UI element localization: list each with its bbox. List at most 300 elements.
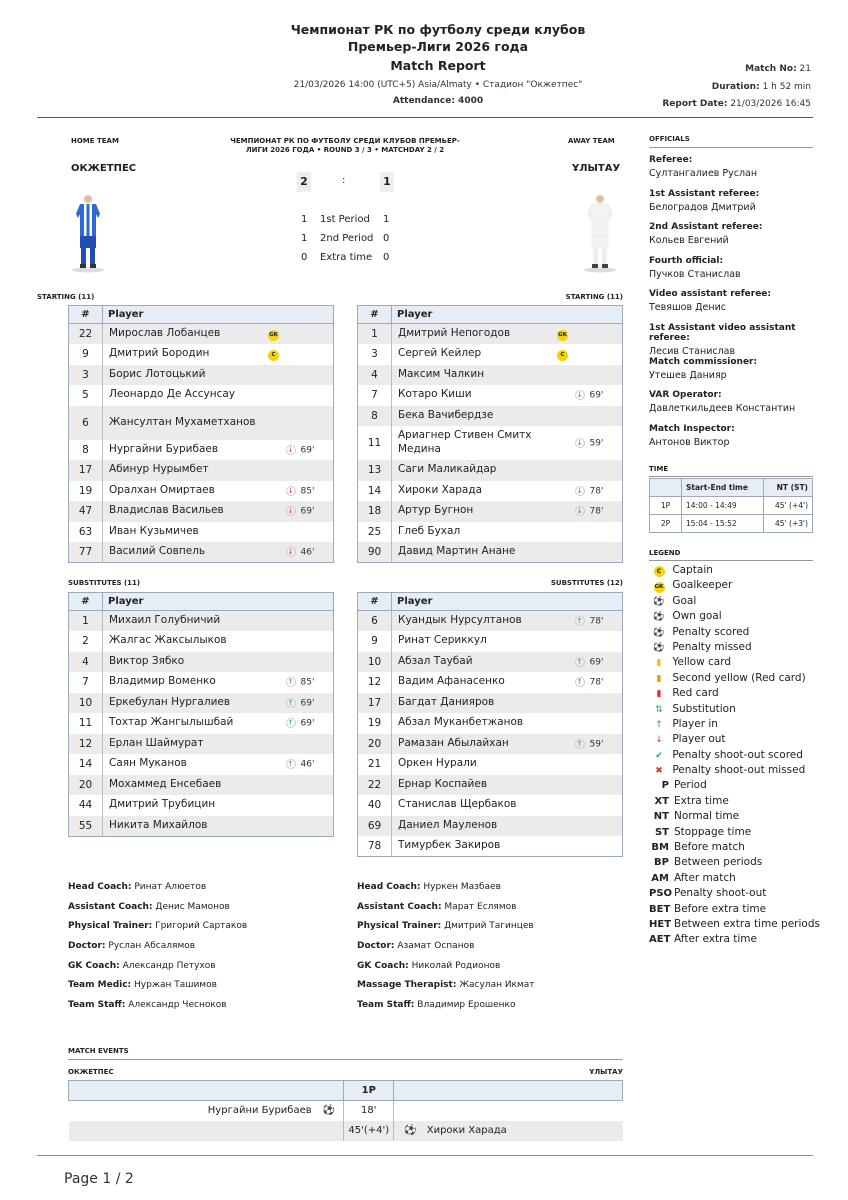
player-event (286, 775, 334, 796)
player-number: 4 (69, 652, 103, 673)
player-number: 78 (358, 836, 392, 857)
player-event (575, 344, 623, 365)
player-in-icon: ↑ (286, 759, 296, 769)
player-number: 20 (358, 734, 392, 755)
player-number: 7 (69, 672, 103, 693)
player-row (69, 440, 334, 461)
player-number: 11 (358, 426, 392, 460)
home-subs-table (68, 592, 334, 837)
table-header-row (69, 593, 334, 611)
player-in-icon: ↑ (286, 698, 296, 708)
staff-row: Team Staff: Александр Чесноков (68, 1000, 227, 1011)
player-name: Мохаммед Енсебаев (103, 775, 286, 796)
player-name: Давид Мартин Ананe (392, 542, 575, 563)
away-kit-icon (582, 192, 618, 274)
shootout-scored-icon: ✔ (655, 750, 663, 761)
player-event (286, 795, 334, 816)
player-event: ↑ 69' (286, 693, 334, 714)
staff-row: Assistant Coach: Марат Еслямов (357, 901, 517, 912)
time-table (649, 478, 813, 533)
player-row (69, 522, 334, 543)
player-row (358, 365, 623, 386)
player-name: Ернар Коспайев (392, 775, 575, 796)
competition-info: ЧЕМПИОНАТ РК ПО ФУТБОЛУ СРЕДИ КЛУБОВ ПРЕМЬЕР-ЛИГИ 2026 ГОДА • ROUND 3 / 3 • MATCHDAY 2 / 2 (230, 137, 460, 154)
official-row: Match Inspector: Антонов Виктор (649, 423, 735, 448)
player-event: ↑ 69' (575, 652, 623, 673)
player-number: 77 (69, 542, 103, 563)
player-name: Абинур Нурымбет (103, 460, 286, 481)
player-row (358, 542, 623, 563)
goal-icon: ⚽ (404, 1125, 417, 1136)
player-row (69, 754, 334, 775)
player-row (358, 775, 623, 796)
player-event: ↑ 78' (575, 611, 623, 632)
legend-abbr-row: AET After extra time (649, 933, 757, 946)
events-away-team: ҰЛЫТАУ (589, 1068, 623, 1076)
player-event (575, 324, 623, 345)
player-row (69, 542, 334, 563)
events-home-team: ОКЖЕТПЕС (68, 1068, 114, 1076)
player-number: 3 (69, 365, 103, 386)
player-number: 17 (69, 460, 103, 481)
player-number: 14 (69, 754, 103, 775)
away-staff-list (357, 882, 535, 1020)
col-number: # (69, 593, 103, 611)
home-team-label: HOME TEAM (71, 137, 119, 145)
away-subs-label: SUBSTITUTES (12) (550, 579, 623, 587)
official-row: Fourth official: Пучков Станислав (649, 255, 741, 280)
player-number: 19 (358, 713, 392, 734)
player-row (69, 406, 334, 440)
player-number: 47 (69, 501, 103, 522)
col-player: Player (103, 306, 334, 324)
player-number: 6 (358, 611, 392, 632)
staff-row: Physical Trainer: Дмитрий Тагинцев (357, 921, 534, 932)
col-number: # (358, 593, 392, 611)
player-event: ↓ 69' (286, 440, 334, 461)
table-header-row (358, 593, 623, 611)
player-name: Нургайни Бурибаев (103, 440, 286, 461)
legend-abbr-row: ST Stoppage time (654, 825, 752, 838)
player-row (69, 775, 334, 796)
legend-row: ▮ Second yellow (Red card) (649, 671, 819, 686)
player-row (69, 324, 334, 345)
player-event (286, 522, 334, 543)
captain-icon: C (557, 350, 568, 361)
player-row (358, 693, 623, 714)
player-number: 9 (358, 631, 392, 652)
official-row: VAR Operator: Давлеткильдеев Константин (649, 390, 796, 415)
player-in-icon: ↑ (575, 739, 585, 749)
staff-row: Massage Therapist: Жасулан Икмат (357, 980, 535, 991)
player-row (358, 652, 623, 673)
player-name: Куандык Нурсултанов (392, 611, 575, 632)
player-event (575, 816, 623, 837)
player-event (286, 385, 334, 406)
home-team-name: ОКЖЕТПЕС (71, 163, 137, 174)
player-event: ↑ 78' (575, 672, 623, 693)
player-event: ↑ 59' (575, 734, 623, 755)
player-name: Хироки Харада (392, 481, 575, 502)
player-name: Бека Вачибердзе (392, 406, 575, 427)
staff-row: Doctor: Руслан Абсалямов (68, 941, 196, 952)
legend-row: ⚽ Own goal (649, 609, 819, 624)
player-number: 69 (358, 816, 392, 837)
own-goal-icon: ⚽ (653, 612, 665, 623)
legend-row: ↑ Player in (649, 717, 819, 732)
player-event: ↑ 69' (286, 713, 334, 734)
player-number: 13 (358, 460, 392, 481)
period-row: 0 Extra time 0 (301, 252, 390, 263)
score-separator: : (342, 175, 346, 186)
player-name: Владимир Воменко (103, 672, 286, 693)
away-subs-table (357, 592, 623, 857)
player-name: Ерлан Шаймурат (103, 734, 286, 755)
home-starting-label: STARTING (11) (37, 293, 95, 301)
time-row: 2P 15:04 - 15:52 45' (+3') (650, 515, 813, 533)
player-number: 14 (358, 481, 392, 502)
player-event (286, 652, 334, 673)
shootout-missed-icon: ✖ (655, 766, 663, 777)
player-row (358, 611, 623, 632)
col-number: # (69, 306, 103, 324)
player-name: Владислав Васильев (103, 501, 286, 522)
player-name: Оркен Нурали (392, 754, 575, 775)
player-name: Абзал Муканбетжанов (392, 713, 575, 734)
legend-divider (649, 560, 813, 561)
player-event (575, 713, 623, 734)
player-event: ↑ 46' (286, 754, 334, 775)
player-name: Дмитрий Бородин C (103, 344, 286, 365)
player-number: 44 (69, 795, 103, 816)
legend-abbr-row: BP Between periods (654, 856, 763, 869)
staff-row: Head Coach: Нуркен Мазбаев (357, 882, 501, 892)
player-in-icon: ↑ (286, 677, 296, 687)
player-name: Борис Лотоцький (103, 365, 286, 386)
captain-icon: C (268, 350, 279, 361)
col-number: # (358, 306, 392, 324)
player-name: Саги Маликайдар (392, 460, 575, 481)
player-name: Сергей Кейлер C (392, 344, 575, 365)
player-name: Вадим Афанасенко (392, 672, 575, 693)
player-row (69, 693, 334, 714)
player-number: 12 (69, 734, 103, 755)
player-name: Ариагнер Стивен Смитх Медина (392, 426, 575, 460)
player-name: Артур Бугнон (392, 501, 575, 522)
player-event (286, 460, 334, 481)
player-number: 9 (69, 344, 103, 365)
player-in-icon: ↑ (655, 719, 663, 730)
legend-abbr-row: BET Before extra time (649, 902, 767, 915)
staff-row: Team Staff: Владимир Ерошенко (357, 1000, 516, 1011)
player-number: 90 (358, 542, 392, 563)
player-number: 22 (69, 324, 103, 345)
player-event (575, 522, 623, 543)
time-header-row: Start-End time NT (ST) (650, 479, 813, 497)
time-row: 1P 14:00 - 14:49 45' (+4') (650, 497, 813, 515)
staff-row: Team Medic: Нуржан Ташимов (68, 980, 217, 991)
away-score: 1 (380, 172, 394, 192)
player-row (69, 611, 334, 632)
player-event: ↓ 69' (575, 385, 623, 406)
home-staff-list (68, 882, 247, 1020)
player-row (358, 734, 623, 755)
player-event: ↓ 46' (286, 542, 334, 563)
away-starting-label: STARTING (11) (565, 293, 623, 301)
player-name: Дмитрий Трубицин (103, 795, 286, 816)
official-row: 2nd Assistant referee: Кольев Евгений (649, 222, 763, 247)
player-name: Багдат Данияров (392, 693, 575, 714)
player-number: 5 (69, 385, 103, 406)
col-player: Player (392, 306, 623, 324)
officials-divider (649, 147, 813, 148)
player-number: 1 (358, 324, 392, 345)
away-starting-table (357, 305, 623, 563)
player-row (69, 672, 334, 693)
player-row (69, 385, 334, 406)
player-in-icon: ↑ (575, 616, 585, 626)
staff-row: Physical Trainer: Григорий Сартаков (68, 921, 248, 932)
events-header-row: 1P (69, 1081, 623, 1101)
player-number: 17 (358, 693, 392, 714)
player-event (575, 754, 623, 775)
player-event (286, 324, 334, 345)
header-divider (37, 117, 813, 118)
player-name: Мирослав Лобанцев GK (103, 324, 286, 345)
player-name: Максим Чалкин (392, 365, 575, 386)
player-row (358, 406, 623, 427)
officials-list (649, 155, 819, 457)
legend-row: C Captain (649, 563, 819, 578)
player-row (69, 344, 334, 365)
player-name: Глеб Бухал (392, 522, 575, 543)
player-event (575, 460, 623, 481)
staff-row: Assistant Coach: Денис Мамонов (68, 901, 230, 912)
goalkeeper-icon: GK (649, 579, 669, 594)
player-row (358, 672, 623, 693)
player-name: Саян Муканов (103, 754, 286, 775)
player-name: Виктор Зябко (103, 652, 286, 673)
player-row (358, 344, 623, 365)
player-name: Еркебулан Нургалиев (103, 693, 286, 714)
player-row (69, 460, 334, 481)
player-name: Станислав Щербаков (392, 795, 575, 816)
player-number: 10 (69, 693, 103, 714)
legend-abbr-row: BM Before match (651, 841, 745, 854)
official-row: Video assistant referee: Тевяшов Денис (649, 289, 772, 314)
player-number: 11 (69, 713, 103, 734)
player-in-icon: ↑ (575, 657, 585, 667)
player-row (358, 501, 623, 522)
player-event (575, 775, 623, 796)
legend-row: ▮ Yellow card (649, 655, 819, 670)
player-row (358, 481, 623, 502)
player-event (575, 631, 623, 652)
player-event (286, 631, 334, 652)
legend-abbr-row: XT Extra time (654, 794, 729, 807)
player-name: Михаил Голубничий (103, 611, 286, 632)
legend-abbr-row: PSO Penalty shoot-out (649, 887, 767, 900)
player-number: 8 (69, 440, 103, 461)
legend-title: LEGEND (649, 549, 681, 557)
player-number: 4 (358, 365, 392, 386)
col-player: Player (392, 593, 623, 611)
player-in-icon: ↑ (575, 677, 585, 687)
player-name: Жансултан Мухаметханов (103, 406, 286, 440)
player-name: Иван Кузьмичев (103, 522, 286, 543)
penalty-scored-icon: ⚽ (653, 627, 665, 638)
legend-row: GK Goalkeeper (649, 578, 819, 593)
player-number: 7 (358, 385, 392, 406)
home-subs-label: SUBSTITUTES (11) (68, 579, 141, 587)
player-event: ↓ 78' (575, 501, 623, 522)
player-name: Жалгас Жаксылыков (103, 631, 286, 652)
period-row: 1 2nd Period 0 (301, 233, 390, 244)
player-name: Дмитрий Непогодов GK (392, 324, 575, 345)
staff-row: GK Coach: Александр Петухов (68, 960, 216, 971)
legend-abbr-row: AM After match (651, 871, 736, 884)
time-title: TIME (649, 465, 669, 473)
player-row (69, 713, 334, 734)
duration: Duration: 1 h 52 min (711, 82, 811, 92)
player-row (358, 795, 623, 816)
player-name: Рамазан Абылайхан (392, 734, 575, 755)
player-number: 8 (358, 406, 392, 427)
player-event (575, 542, 623, 563)
legend-row: ⇅ Substitution (649, 702, 819, 717)
home-score: 2 (297, 172, 311, 192)
official-row: Match commissioner: Утешев Данияр (649, 356, 758, 381)
player-event (286, 734, 334, 755)
home-kit-icon (70, 192, 106, 274)
player-event (286, 365, 334, 386)
report-date: Report Date: 21/03/2026 16:45 (662, 99, 811, 109)
player-row (358, 460, 623, 481)
staff-row: Doctor: Азамат Оспанов (357, 941, 475, 952)
staff-row: Head Coach: Ринат Алюетов (68, 882, 207, 892)
report-title-line3: Match Report (390, 58, 486, 73)
player-number: 6 (69, 406, 103, 440)
red-card-icon: ▮ (656, 689, 662, 700)
player-out-icon: ↓ (575, 438, 585, 448)
player-row (69, 816, 334, 837)
legend-row: ⚽ Penalty missed (649, 640, 819, 655)
goal-icon: ⚽ (653, 596, 665, 607)
away-team-name: ҰЛЫТАУ (572, 163, 621, 174)
second-yellow-icon: ▮ (656, 673, 662, 684)
player-number: 12 (358, 672, 392, 693)
player-name: Абзал Таубай (392, 652, 575, 673)
player-event (575, 406, 623, 427)
event-row: Нургайни Бурибаев ⚽ 18' (69, 1101, 623, 1121)
substitution-icon: ⇅ (655, 704, 663, 715)
player-out-icon: ↓ (286, 506, 296, 516)
legend-row: ✖ Penalty shoot-out missed (649, 763, 819, 778)
legend-row: ▮ Red card (649, 686, 819, 701)
player-row (358, 324, 623, 345)
player-out-icon: ↓ (286, 486, 296, 496)
col-player: Player (103, 593, 334, 611)
attendance: Attendance: 4000 (392, 96, 484, 106)
report-title-line1: Чемпионат РК по футболу среди клубов (290, 22, 586, 37)
yellow-card-icon: ▮ (656, 658, 662, 669)
player-name: Даниел Мауленов (392, 816, 575, 837)
official-row: 1st Assistant video assistant referee: Лесив Станислав (649, 322, 796, 357)
player-number: 63 (69, 522, 103, 543)
period-row: 1 1st Period 1 (301, 214, 390, 225)
player-name: Никита Михайлов (103, 816, 286, 837)
footer-divider (37, 1155, 813, 1156)
player-event (575, 693, 623, 714)
events-table (68, 1080, 623, 1141)
report-title-line2: Премьер-Лиги 2026 года (347, 39, 529, 54)
legend-row: ⚽ Penalty scored (649, 625, 819, 640)
goalkeeper-icon: GK (268, 330, 279, 341)
legend-abbr-row: P Period (661, 779, 707, 792)
player-event: ↓ 85' (286, 481, 334, 502)
player-number: 20 (69, 775, 103, 796)
player-name: Оралхан Омиртаев (103, 481, 286, 502)
player-number: 19 (69, 481, 103, 502)
goalkeeper-icon: GK (557, 330, 568, 341)
player-number: 25 (358, 522, 392, 543)
player-row (358, 426, 623, 460)
legend-abbr-row: NT Normal time (653, 810, 740, 823)
events-title: MATCH EVENTS (68, 1047, 129, 1055)
legend-abbr-row: HET Between extra time periods (649, 917, 820, 930)
player-row (69, 481, 334, 502)
event-row: 45'(+4') ⚽ Хироки Харада (69, 1121, 623, 1141)
legend-list (649, 563, 819, 948)
away-team-label: AWAY TEAM (568, 137, 615, 145)
player-row (358, 631, 623, 652)
staff-row: GK Coach: Николай Родионов (357, 960, 501, 971)
player-name: Леонардо Де Ассунсау (103, 385, 286, 406)
player-number: 55 (69, 816, 103, 837)
player-name: Котаро Киши (392, 385, 575, 406)
player-row (358, 754, 623, 775)
player-number: 21 (358, 754, 392, 775)
time-divider (649, 476, 813, 477)
player-number: 10 (358, 652, 392, 673)
player-event: ↑ 85' (286, 672, 334, 693)
player-row (69, 734, 334, 755)
player-name: Тимурбек Закиров (392, 836, 575, 857)
player-number: 22 (358, 775, 392, 796)
player-in-icon: ↑ (286, 718, 296, 728)
player-out-icon: ↓ (655, 735, 663, 746)
player-event (286, 406, 334, 440)
penalty-missed-icon: ⚽ (653, 642, 665, 653)
player-row (69, 652, 334, 673)
legend-row: ↓ Player out (649, 732, 819, 747)
player-event (575, 795, 623, 816)
player-out-icon: ↓ (575, 486, 585, 496)
table-header-row (358, 306, 623, 324)
match-number: Match No: 21 (745, 64, 811, 74)
player-row (69, 365, 334, 386)
player-name: Тохтар Жангылышбай (103, 713, 286, 734)
player-row (69, 631, 334, 652)
official-row: Referee: Султангалиев Руслан (649, 155, 758, 179)
table-header-row (69, 306, 334, 324)
datetime-venue: 21/03/2026 14:00 (UTC+5) Asia/Almaty • Стадион "Окжетпес" (293, 80, 583, 90)
player-out-icon: ↓ (575, 390, 585, 400)
player-event (575, 365, 623, 386)
player-out-icon: ↓ (575, 506, 585, 516)
player-number: 18 (358, 501, 392, 522)
home-starting-table (68, 305, 334, 563)
